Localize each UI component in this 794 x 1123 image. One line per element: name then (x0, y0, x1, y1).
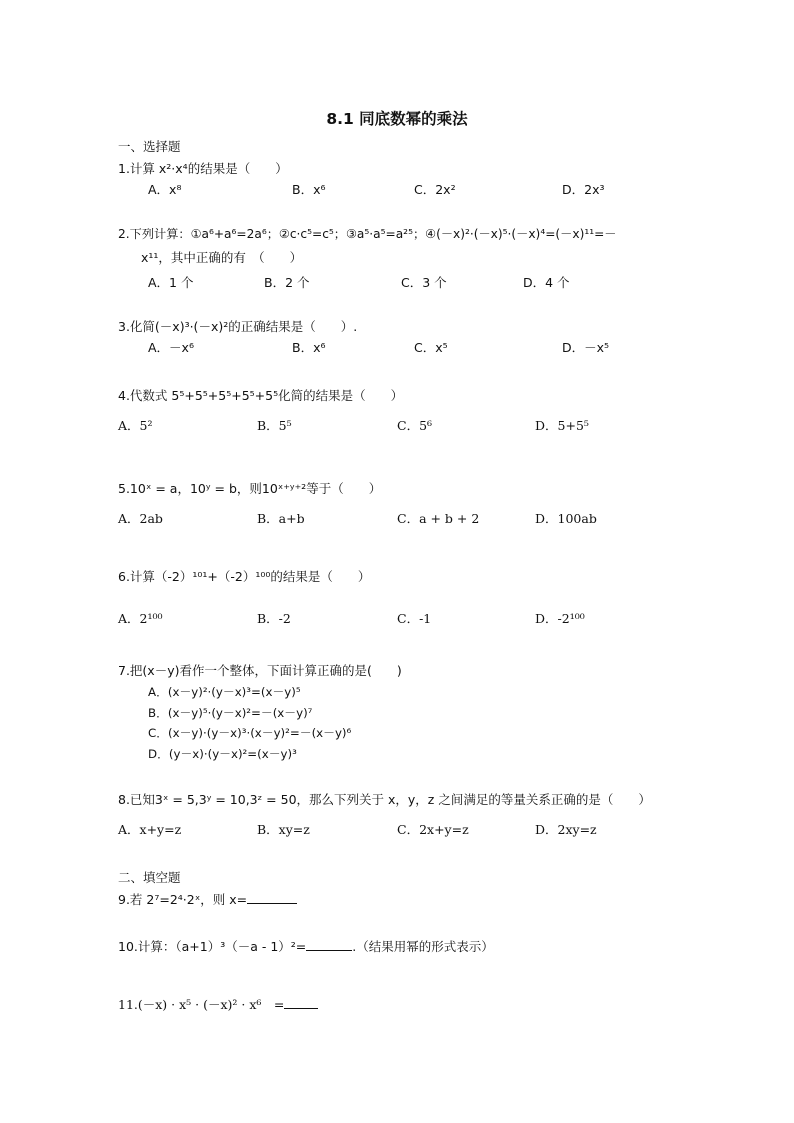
question-10-note: .（结果用幂的形式表示） (352, 939, 494, 954)
question-8-stem: 8.已知3ˣ = 5,3ʸ = 10,3ᶻ = 50，那么下列关于 x，y，z 之间满足的等量关系正确的是（ ） (118, 792, 651, 807)
question-7-stem: 7.把(x－y)看作一个整体，下面计算正确的是( ) (118, 663, 402, 678)
question-11 (118, 996, 318, 1013)
question-2-stem: 2.下列计算：①a⁶+a⁶=2a⁶；②c·c⁵=c⁵；③a⁵·a⁵=a²⁵；④(－x)²·(－x)⁵·(－x)⁴=(－x)¹¹=－ (118, 227, 617, 241)
question-3-option-a: A．－x⁶ (148, 340, 194, 355)
question-5-option-d: D．100ab (535, 511, 597, 526)
question-2-option-d: D．4 个 (523, 275, 570, 290)
question-4-option-a: A．5² (118, 418, 153, 433)
question-9-stem: 9.若 2⁷=2⁴·2ˣ，则 x= (118, 892, 248, 907)
question-4-option-c: C．5⁶ (397, 418, 433, 433)
question-3-stem: 3.化简(－x)³·(－x)²的正确结果是（ ）. (118, 319, 358, 334)
question-9 (118, 891, 297, 908)
question-6-option-d: D．-2¹⁰⁰ (535, 611, 585, 626)
question-4-option-b: B．5⁵ (257, 418, 292, 433)
question-1-option-c: C．2x² (414, 182, 456, 197)
question-8-option-a: A．x+y=z (118, 822, 182, 837)
question-10-stem: 10.计算：（a+1）³（－a - 1）²= (118, 939, 307, 954)
answer-blank-11[interactable] (284, 996, 318, 1009)
question-1-stem: 1.计算 x²·x⁴的结果是（ ） (118, 161, 288, 176)
section-heading-fill: 二、填空题 (118, 870, 181, 885)
question-1-option-b: B．x⁶ (292, 182, 326, 197)
question-7-option-c: C．(x－y)·(y－x)³·(x－y)²=－(x－y)⁶ (148, 726, 352, 740)
question-4-option-d: D．5+5⁵ (535, 418, 589, 433)
question-2-stem-continued: x¹¹，其中正确的有 （ ） (141, 250, 303, 265)
question-4-stem: 4.代数式 5⁵+5⁵+5⁵+5⁵+5⁵化简的结果是（ ） (118, 388, 404, 403)
question-8-option-d: D．2xy=z (535, 822, 597, 837)
question-5-option-b: B．a+b (257, 511, 305, 526)
page-title: 8.1 同底数幂的乘法 (326, 110, 468, 128)
question-7-option-a: A．(x－y)²·(y－x)³=(x－y)⁵ (148, 685, 301, 699)
question-6-option-b: B．-2 (257, 611, 291, 626)
question-5-stem: 5.10ˣ = a，10ʸ = b，则10ˣ⁺ʸ⁺²等于（ ） (118, 481, 382, 496)
answer-blank-9[interactable] (247, 891, 297, 904)
question-3-option-c: C．x⁵ (414, 340, 448, 355)
question-2-option-b: B．2 个 (264, 275, 310, 290)
question-2-option-a: A．1 个 (148, 275, 194, 290)
question-5-option-a: A．2ab (118, 511, 163, 526)
question-6-option-c: C．-1 (397, 611, 432, 626)
question-11-stem: 11.(－x) · x⁵ · (－x)² · x⁶ = (118, 997, 285, 1012)
question-6-option-a: A．2¹⁰⁰ (118, 611, 163, 626)
question-1-option-a: A．x⁸ (148, 182, 182, 197)
question-10 (118, 938, 494, 955)
section-heading-choice: 一、选择题 (118, 139, 181, 154)
question-1-option-d: D．2x³ (562, 182, 605, 197)
question-5-option-c: C．a + b + 2 (397, 511, 480, 526)
question-8-option-b: B．xy=z (257, 822, 310, 837)
question-7-option-b: B．(x－y)⁵·(y－x)²=－(x－y)⁷ (148, 706, 313, 720)
question-3-option-d: D．－x⁵ (562, 340, 610, 355)
question-8-option-c: C．2x+y=z (397, 822, 469, 837)
question-2-option-c: C．3 个 (401, 275, 447, 290)
question-6-stem: 6.计算（-2）¹⁰¹+（-2）¹⁰⁰的结果是（ ） (118, 569, 371, 584)
question-7-option-d: D．(y－x)·(y－x)²=(x－y)³ (148, 747, 297, 761)
answer-blank-10[interactable] (306, 938, 352, 951)
question-3-option-b: B．x⁶ (292, 340, 326, 355)
